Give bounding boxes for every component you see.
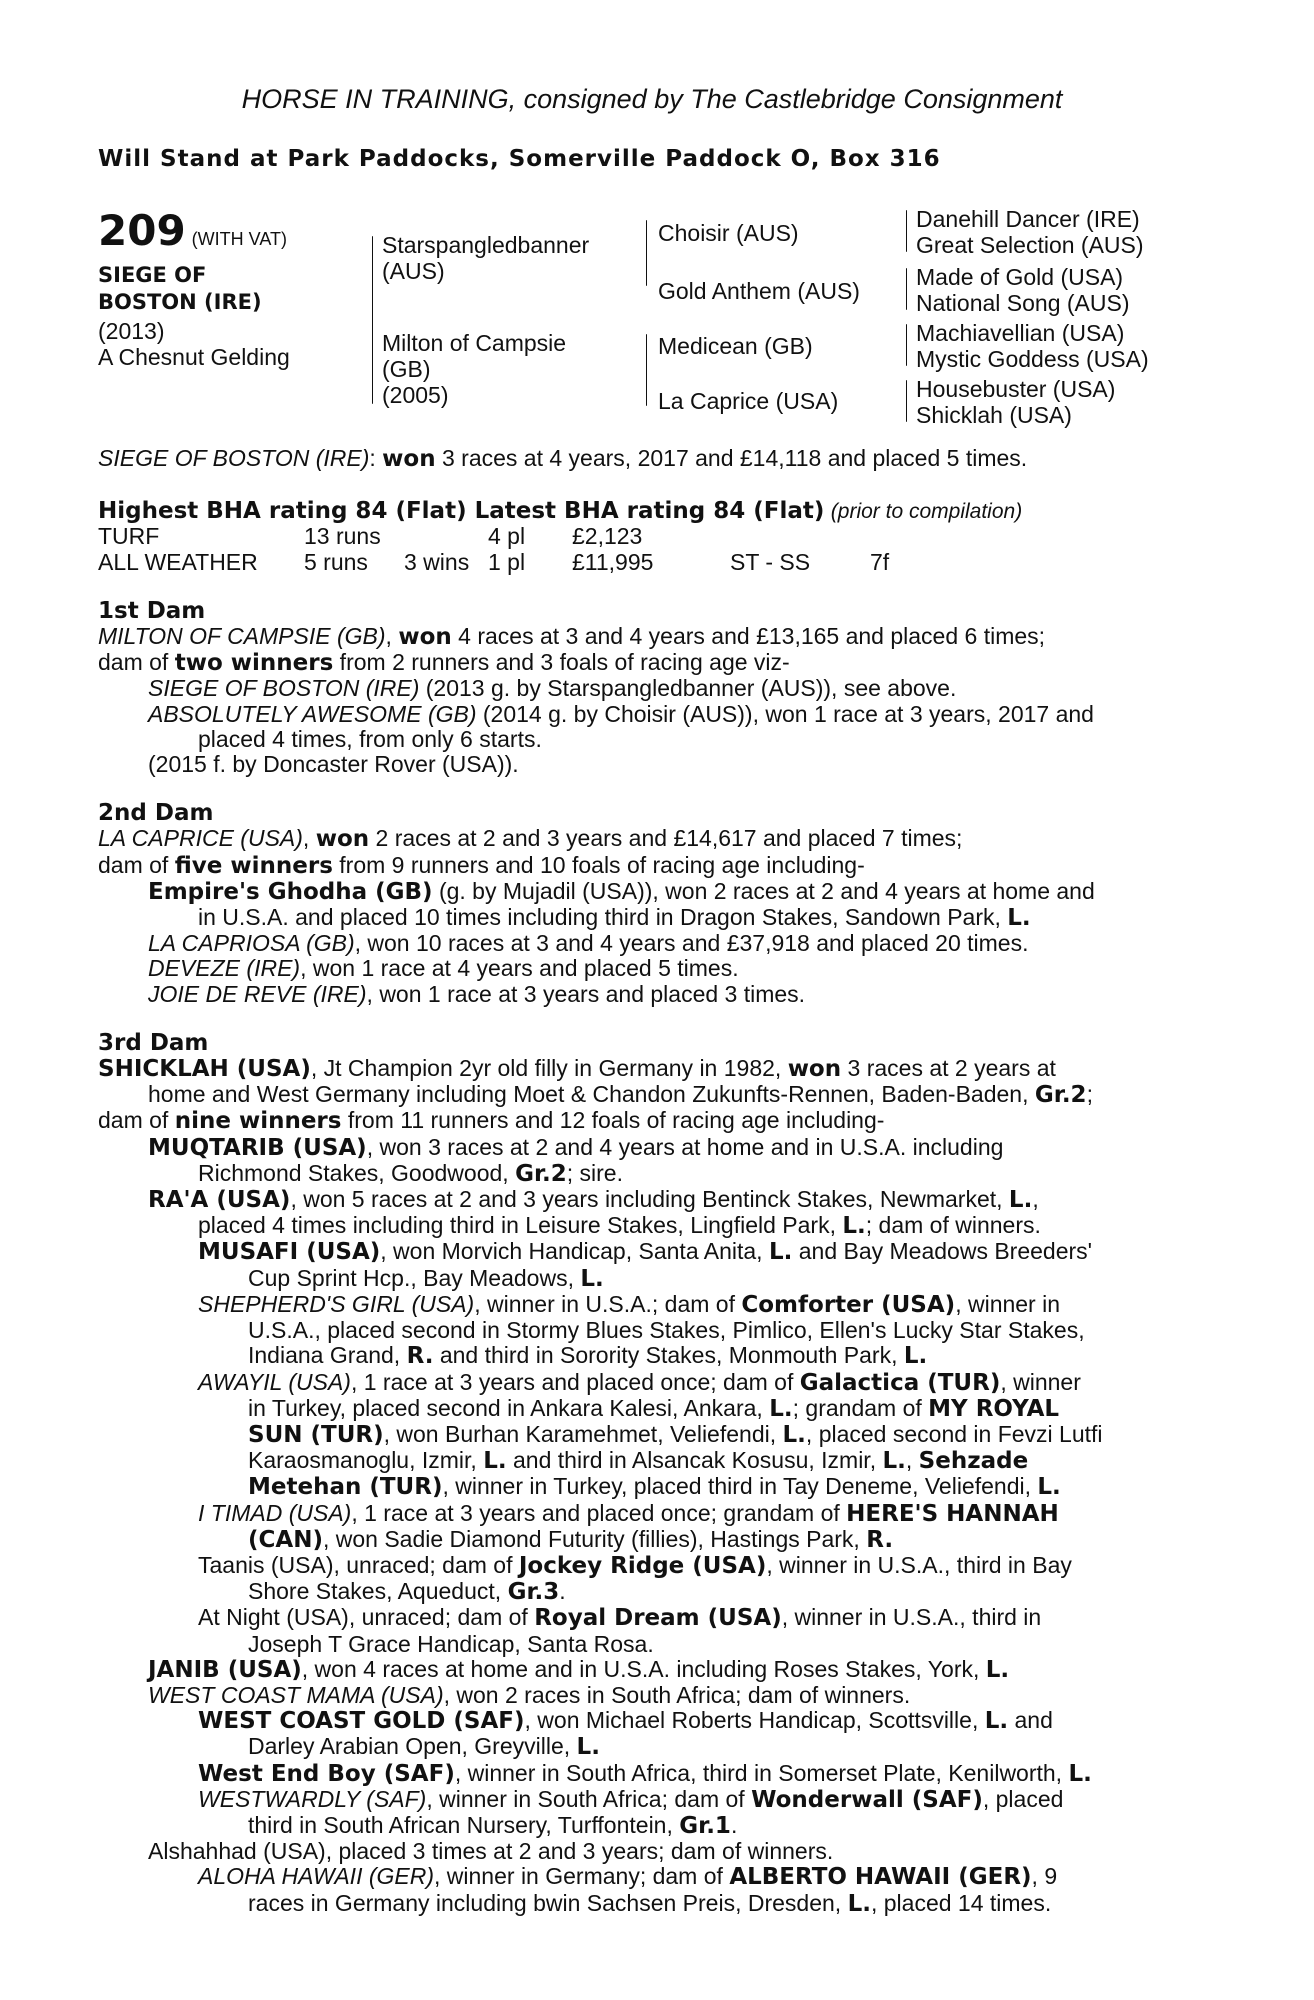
dam-dam: La Caprice (USA) [658,388,839,414]
pedigree-brace-3a [906,210,907,252]
dam1-record: MILTON OF CAMPSIE (GB), won 4 races at 3 and 4 years and £13,165 and placed 6 times; [98,623,1046,651]
dam3-grandprogeny-west-coast-gold: WEST COAST GOLD (SAF), won Michael Roberts Handicap, Scottsville, L. and [198,1707,1053,1735]
horse-name-line2: BOSTON (IRE) [98,290,262,314]
dam3-grandprogeny-awayil: AWAYIL (USA), 1 race at 3 years and placed once; dam of Galactica (TUR), winner [198,1368,1081,1396]
sire-dam-dam: National Song (AUS) [916,290,1130,316]
dam1-progeny-2: ABSOLUTELY AWESOME (GB) (2014 g. by Choisir (AUS)), won 1 race at 3 years, 2017 and [148,700,1094,727]
dam3-grandprogeny-at-night: At Night (USA), unraced; dam of Royal Dream (USA), winner in U.S.A., third in [198,1604,1042,1632]
horse-name-line1: SIEGE OF [98,263,207,287]
sire-sire-sire: Danehill Dancer (IRE) [916,206,1140,232]
dam-sire-dam: Mystic Goddess (USA) [916,346,1149,372]
dam: Milton of Campsie (GB) (2005) [382,330,567,408]
dam2-progeny-1-cont: in U.S.A. and placed 10 times including third in Dragon Stakes, Sandown Park, L. [198,904,1031,932]
dam2-heading: 2nd Dam [98,800,214,827]
dam3-progeny-muqtarib: MUQTARIB (USA), won 3 races at 2 and 4 years at home and in U.S.A. including [148,1133,1004,1161]
race-record-turf: TURF 13 runs 4 pl £2,123 [98,523,643,550]
dam3-grandprogeny-taanis: Taanis (USA), unraced; dam of Jockey Ridge (USA), winner in U.S.A., third in Bay [198,1551,1072,1579]
sire-dam-sire: Made of Gold (USA) [916,264,1124,290]
dam1-progeny-2-cont: placed 4 times, from only 6 starts. [198,725,542,752]
foaling-year: (2013) [98,318,165,344]
vat-note: (WITH VAT) [191,229,287,249]
dam2-progeny-3: DEVEZE (IRE), won 1 race at 4 years and placed 5 times. [148,955,739,982]
page-header: HORSE IN TRAINING, consigned by The Castlebridge Consignment [241,84,1063,114]
dam3-progeny-janib: JANIB (USA), won 4 races at home and in U.S.A. including Roses Stakes, York, L. [148,1655,1010,1683]
dam-dam-dam: Shicklah (USA) [916,402,1072,428]
dam3-record: SHICKLAH (USA), Jt Champion 2yr old filly in Germany in 1982, won 3 races at 2 years at [98,1055,1056,1083]
stand-location: Will Stand at Park Paddocks, Somerville Paddock O, Box 316 [98,146,941,172]
sire-sire: Choisir (AUS) [658,220,799,246]
dam-sire-sire: Machiavellian (USA) [916,320,1125,346]
pedigree-brace-1 [372,236,373,404]
horse-description: A Chesnut Gelding [98,344,290,370]
pedigree-brace-3c [906,324,907,366]
horse-meta [98,318,290,370]
lot-number-block [98,206,287,255]
dam2-progeny-2: LA CAPRIOSA (GB), won 10 races at 3 and 4 years and £37,918 and placed 20 times. [148,930,1029,957]
dam3-grandprogeny-westwardly: WESTWARDLY (SAF), winner in South Africa; dam of Wonderwall (SAF), placed [198,1785,1064,1813]
pedigree-brace-2a [646,220,647,286]
dam-dam-sire: Housebuster (USA) [916,376,1116,402]
sire: Starspangledbanner (AUS) [382,232,590,284]
dam2-progeny-1: Empire's Ghodha (GB) (g. by Mujadil (USA)), won 2 races at 2 and 4 years at home and [148,877,1095,905]
dam3-progeny-alshahhad: Alshahhad (USA), placed 3 times at 2 and 3 years; dam of winners. [148,1838,834,1865]
dam3-grandprogeny-shepherds-girl: SHEPHERD'S GIRL (USA), winner in U.S.A.; dam of Comforter (USA), winner in [198,1290,1061,1318]
dam3-produce: dam of nine winners from 11 runners and 12 foals of racing age including- [98,1107,885,1135]
rating-line: Highest BHA rating 84 (Flat) Latest BHA rating 84 (Flat) (prior to compilation) [98,498,1023,525]
horse-name [98,262,262,316]
race-record-all-weather: ALL WEATHER 5 runs 3 wins 1 pl £11,995 ST - SS 7f [98,548,890,575]
pedigree-brace-2b [646,334,647,406]
pedigree-brace-3d [906,380,907,422]
dam1-produce: dam of two winners from 2 runners and 3 foals of racing age viz- [98,649,790,677]
dam2-record: LA CAPRICE (USA), won 2 races at 2 and 3 years and £14,617 and placed 7 times; [98,825,963,853]
pedigree-brace-3b [906,268,907,310]
dam1-heading: 1st Dam [98,597,206,624]
dam2-progeny-4: JOIE DE REVE (IRE), won 1 race at 3 years and placed 3 times. [148,980,806,1007]
dam1-progeny-1: SIEGE OF BOSTON (IRE) (2013 g. by Starspangledbanner (AUS)), see above. [148,675,957,702]
dam3-record-cont: home and West Germany including Moet & Chandon Zukunfts-Rennen, Baden-Baden, Gr.2; [148,1081,1093,1109]
dam3-heading: 3rd Dam [98,1029,209,1056]
dam3-progeny-west-coast-mama: WEST COAST MAMA (USA), won 2 races in South Africa; dam of winners. [148,1681,911,1708]
dam2-produce: dam of five winners from 9 runners and 10 foals of racing age including- [98,851,865,879]
dam3-grandprogeny-i-timad: I TIMAD (USA), 1 race at 3 years and placed once; grandam of HERE'S HANNAH [198,1499,1059,1527]
sire-sire-dam: Great Selection (AUS) [916,232,1144,258]
dam1-progeny-3: (2015 f. by Doncaster Rover (USA)). [148,751,519,778]
dam3-grandprogeny-aloha-hawaii: ALOHA HAWAII (GER), winner in Germany; dam of ALBERTO HAWAII (GER), 9 [198,1863,1058,1891]
catalogue-body: SIEGE OF BOSTON (IRE): won 3 races at 4 years, 2017 and £14,118 and placed 5 times. Highest BHA rating 84 (Flat) Latest BHA rating 84 (Flat) (prior to compilation) TURF 13 runs 4 pl £2,123 ALL WEATHER 5 runs 3 wins 1 pl £11,995 ST - SS 7f 1st Dam MILTON OF CAMPSIE (GB), won 4 races at 3 and 4 years and £13,165 and placed 6 times; dam of two winners from 2 runners and 3 foals of racing age viz- SIEGE OF BOSTON (IRE) (2013 g. by Starspangledbanner (AUS)), see above. ABSOLUTELY AWESOME (GB) (2014 g. by Choisir (AUS)), won 1 race at 3 years, 2017 and placed 4 times, from only 6 starts. (2015 f. by Doncaster Rover (USA)). 2nd Dam LA CAPRICE (USA), won 2 races at 2 and 3 years and £14,617 and placed 7 times; dam of five winners from 9 runners and 10 foals of racing age including- Empire's Ghodha (GB) (g. by Mujadil (USA)), won 2 races at 2 and 4 years at home and in U.S.A. and placed 10 times including third in Dragon Stakes, Sandown Park, L. LA CAPRIOSA (GB), won 10 races at 3 and 4 years and £37,918 and placed 20 times. DEVEZE (IRE), won 1 race at 4 years and placed 5 times. JOIE DE REVE (IRE), won 1 race at 3 years and placed 3 times. 3rd Dam SHICKLAH (USA), Jt Champion 2yr old filly in Germany in 1982, won 3 races at 2 years at home and West Germany including Moet & Chandon Zukunfts-Rennen, Baden-Baden, Gr.2; dam of nine winners from 11 runners and 12 foals of racing age including- MUQTARIB (USA), won 3 races at 2 and 4 years at home and in U.S.A. including Richmond Stakes, Goodwood, Gr.2; sire. RA'A (USA), won 5 races at 2 and 3 years including Bentinck Stakes, Newmarket, L., placed 4 times including third in Leisure Stakes, Lingfield Park, L.; dam of winners. MUSAFI (USA), won Morvich Handicap, Santa Anita, L. and Bay Meadows Breeders' Cup Sprint Hcp., Bay Meadows, L. SHEPHERD'S GIRL (USA), winner in U.S.A.; dam of Comforter (USA), winner in U.S.A., placed second in Stormy Blues Stakes, Pimlico, Ellen's Lucky Star Stakes, Indiana Grand, R. and third in Sorority Stakes, Monmouth Park, L. AWAYIL (USA), 1 race at 3 years and placed once; dam of Galactica (TUR), winner in Turkey, placed second in Ankara Kalesi, Ankara, L.; grandam of MY ROYAL SUN (TUR), won Burhan Karamehmet, Veliefendi, L., placed second in Fevzi Lutfi Karaosmanoglu, Izmir, L. and third in Alsancak Kosusu, Izmir, L., Sehzade Metehan (TUR), winner in Turkey, placed third in Tay Deneme, Veliefendi, L. I TIMAD (USA), 1 race at 3 years and placed once; grandam of HERE'S HANNAH (CAN), won Sadie Diamond Futurity (fillies), Hastings Park, R. Taanis (USA), unraced; dam of Jockey Ridge (USA), winner in U.S.A., third in Bay Shore Stakes, Aqueduct, Gr.3. At Night (USA), unraced; dam of Royal Dream (USA), winner in U.S.A., third in Joseph T Grace Handicap, Santa Rosa. JANIB (USA), won 4 races at home and in U.S.A. including Roses Stakes, York, L. WEST COAST MAMA (USA), won 2 races in South Africa; dam of winners. WEST COAST GOLD (SAF), won Michael Roberts Handicap, Scottsville, L. and Darley Arabian Open, Greyville, L. West End Boy (SAF), winner in South Africa, third in Somerset Plate, Kenilworth, L. WESTWARDLY (SAF), winner in South Africa; dam of Wonderwall (SAF), placed third in South African Nursery, Turffontein, Gr.1. Alshahhad (USA), placed 3 times at 2 and 3 years; dam of winners. ALOHA HAWAII (GER), winner in Germany; dam of ALBERTO HAWAII (GER), 9 races in Germany including bwin Sachsen Preis, Dresden, L., placed 14 times. [98,446,1206,1917]
lot-number: 209 [98,206,186,255]
summary-line: SIEGE OF BOSTON (IRE): won 3 races at 4 years, 2017 and £14,118 and placed 5 times. [98,445,1028,472]
sire-dam: Gold Anthem (AUS) [658,278,860,304]
dam3-grandprogeny-west-end-boy: West End Boy (SAF), winner in South Africa, third in Somerset Plate, Kenilworth, L. [198,1759,1092,1787]
dam3-grandprogeny-musafi: MUSAFI (USA), won Morvich Handicap, Santa Anita, L. and Bay Meadows Breeders' [198,1238,1093,1266]
dam-sire: Medicean (GB) [658,333,813,359]
dam3-progeny-raa: RA'A (USA), won 5 races at 2 and 3 years including Bentinck Stakes, Newmarket, L., [148,1186,1039,1214]
